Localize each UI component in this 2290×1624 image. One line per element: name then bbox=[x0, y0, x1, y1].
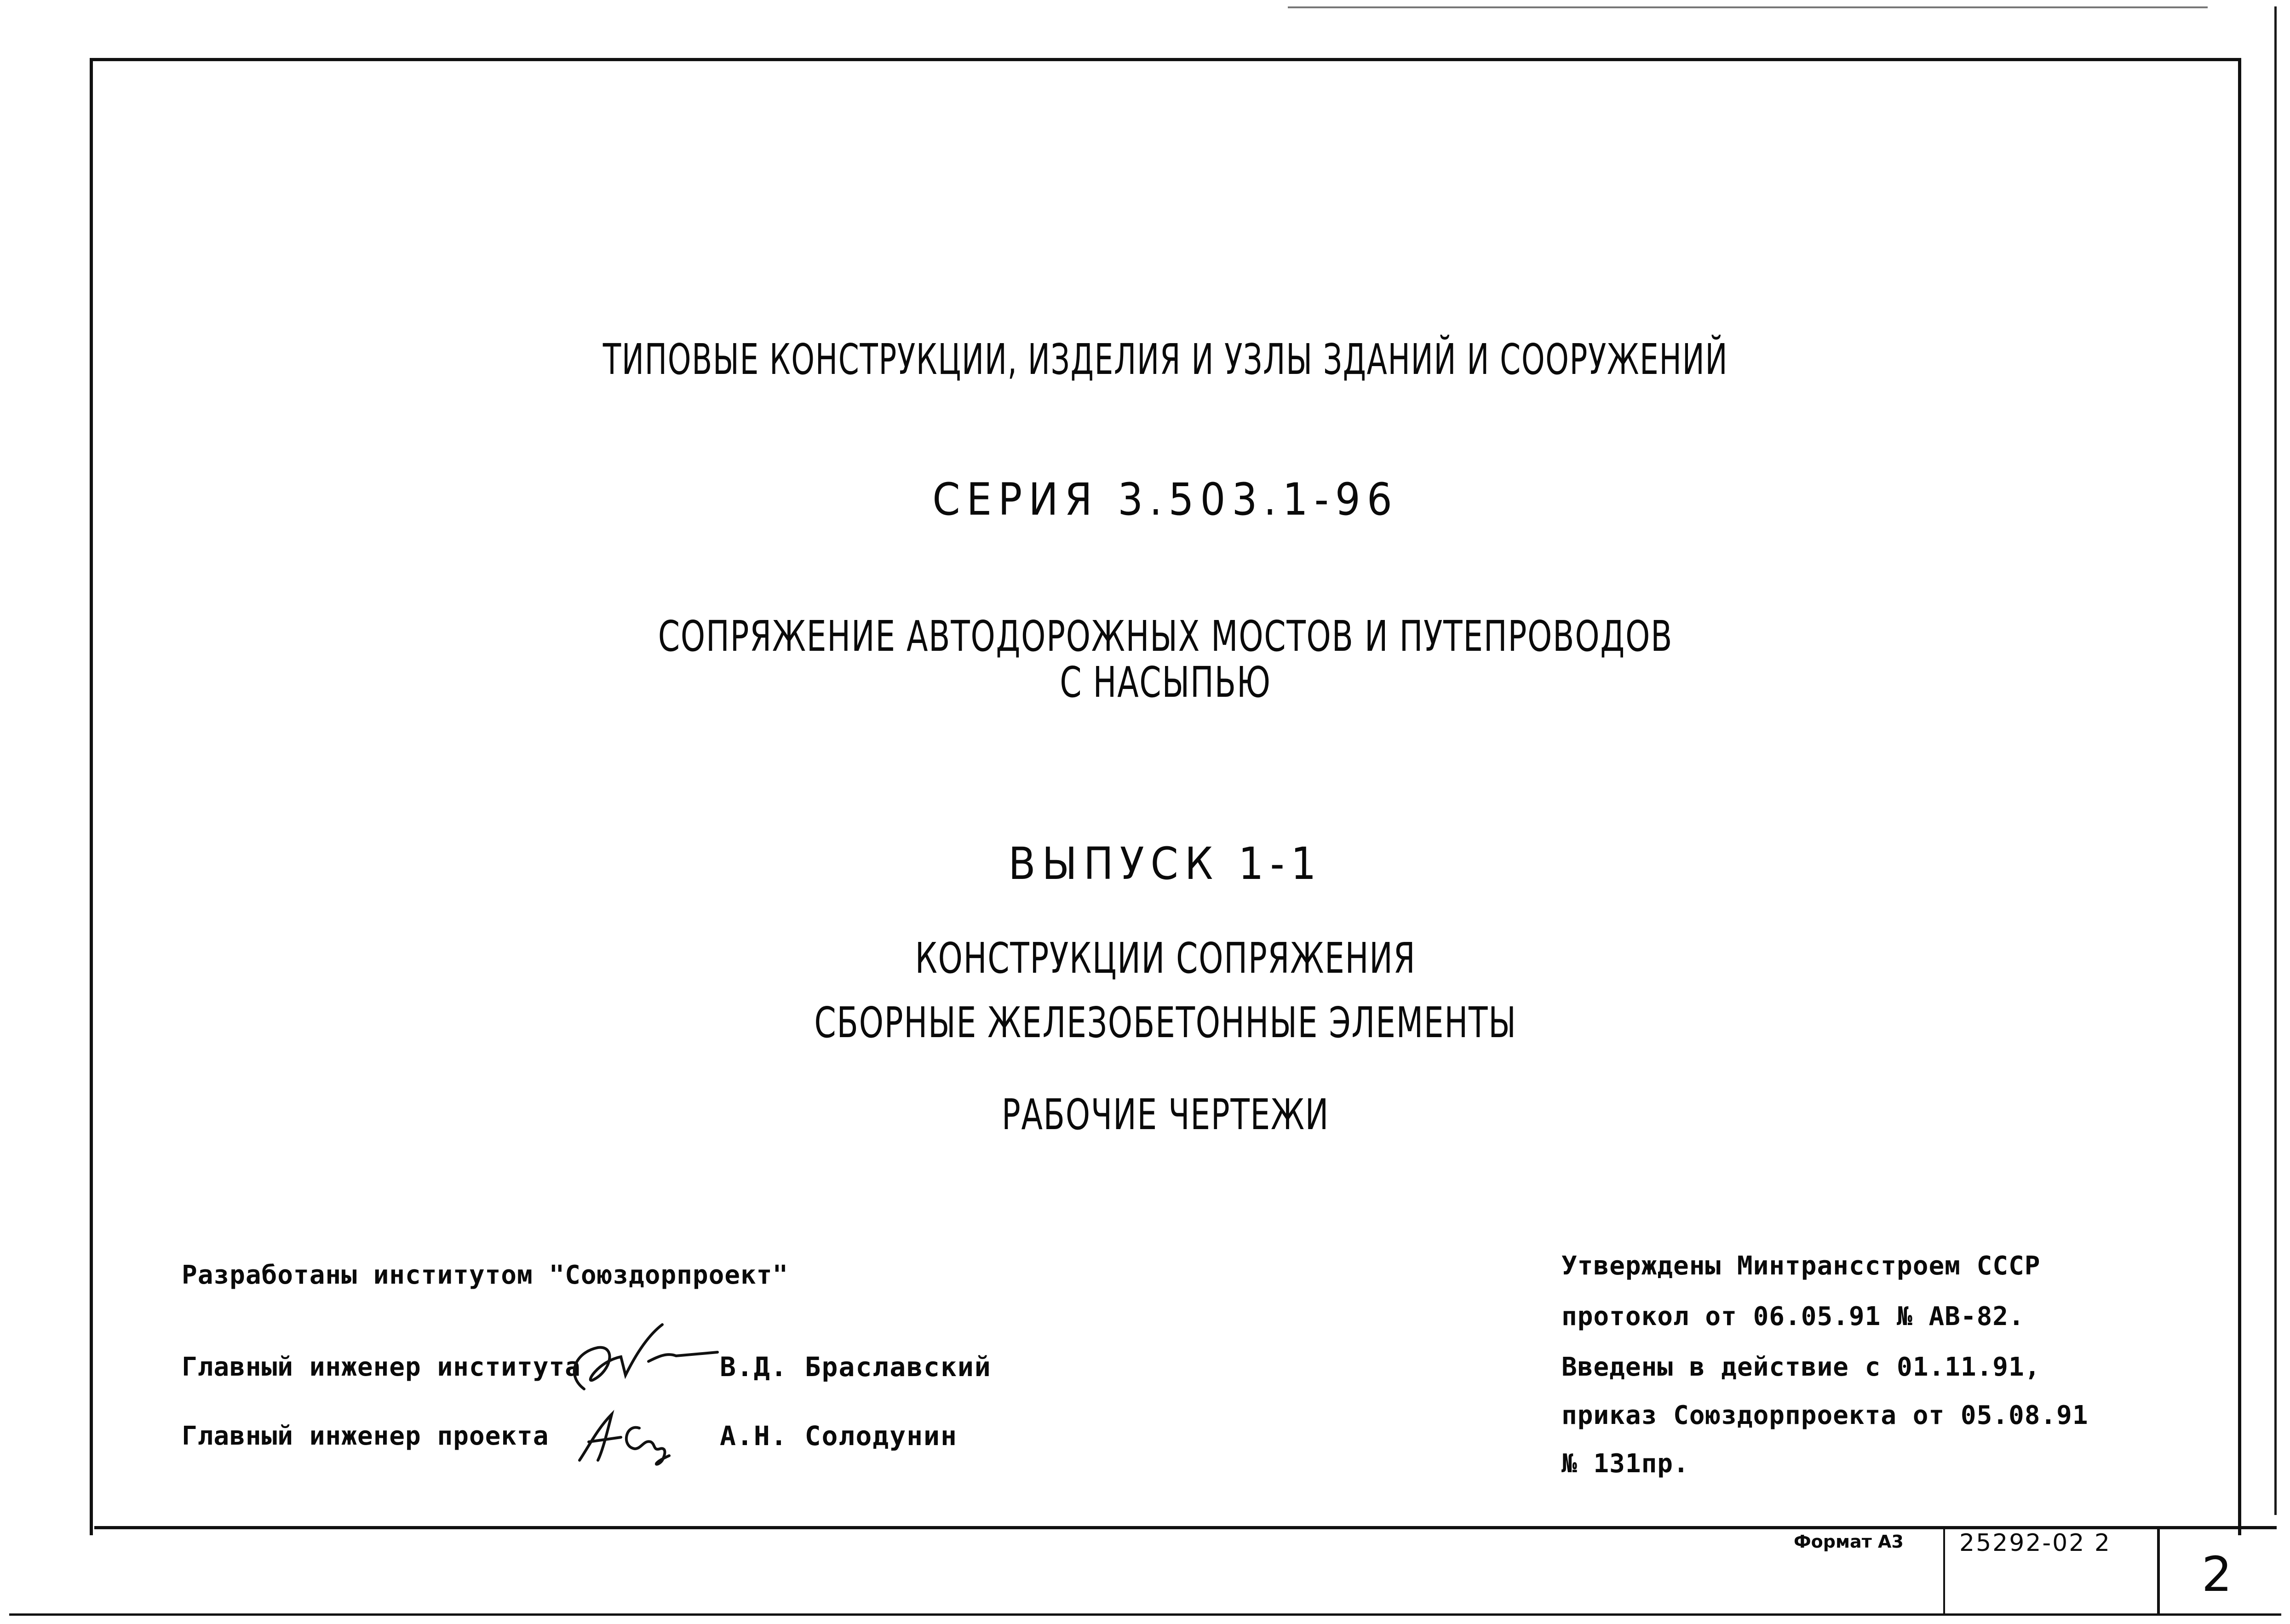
main-title: ТИПОВЫЕ КОНСТРУКЦИИ, ИЗДЕЛИЯ И УЗЛЫ ЗДАНИЙ И СООРУЖЕНИЙ bbox=[603, 335, 1728, 384]
signature-icon bbox=[557, 1320, 722, 1403]
part-line-2: СБОРНЫЕ ЖЕЛЕЗОБЕТОННЫЕ ЭЛЕМЕНТЫ bbox=[814, 998, 1517, 1047]
chief-engineer-institute-label: Главный инженер института bbox=[182, 1352, 581, 1382]
approval-line-4: приказ Союздорпроекта от 05.08.91 bbox=[1561, 1400, 2089, 1430]
approval-line-3: Введены в действие с 01.11.91, bbox=[1561, 1352, 2041, 1382]
issue-title: ВЫПУСК 1-1 bbox=[1008, 838, 1323, 889]
bottom-edge-line bbox=[9, 1613, 2281, 1616]
frame-bottom-line bbox=[94, 1526, 2277, 1529]
sheet-number: 2 bbox=[2201, 1546, 2233, 1602]
approval-line-5: № 131пр. bbox=[1561, 1449, 1689, 1479]
signature-icon bbox=[570, 1405, 676, 1469]
chief-engineer-project-name: А.Н. Солодунин bbox=[720, 1420, 958, 1452]
document-number: 25292-02 2 bbox=[1959, 1529, 2111, 1557]
stamp-divider bbox=[2157, 1526, 2160, 1616]
chief-engineer-project-label: Главный инженер проекта bbox=[182, 1421, 549, 1451]
chief-engineer-institute-name: В.Д. Браславский bbox=[720, 1351, 992, 1383]
series-title: СЕРИЯ 3.503.1-96 bbox=[932, 474, 1399, 525]
format-label: Формат А3 bbox=[1794, 1532, 1904, 1552]
part-line-3: РАБОЧИЕ ЧЕРТЕЖИ bbox=[1001, 1090, 1330, 1139]
stamp-divider bbox=[1943, 1526, 1945, 1616]
approval-line-2: протокол от 06.05.91 № АВ-82. bbox=[1561, 1302, 2025, 1331]
approval-line-1: Утверждены Минтрансстроем СССР bbox=[1561, 1251, 2041, 1281]
developed-by: Разработаны институтом "Союздорпроект" bbox=[182, 1260, 789, 1290]
right-edge-line bbox=[2274, 6, 2277, 1515]
part-line-1: КОНСТРУКЦИИ СОПРЯЖЕНИЯ bbox=[915, 934, 1416, 983]
top-edge-line bbox=[1288, 6, 2208, 8]
subject-line-2: С НАСЫПЬЮ bbox=[1060, 658, 1271, 707]
subject-line-1: СОПРЯЖЕНИЕ АВТОДОРОЖНЫХ МОСТОВ И ПУТЕПРОВОДОВ bbox=[658, 612, 1673, 661]
